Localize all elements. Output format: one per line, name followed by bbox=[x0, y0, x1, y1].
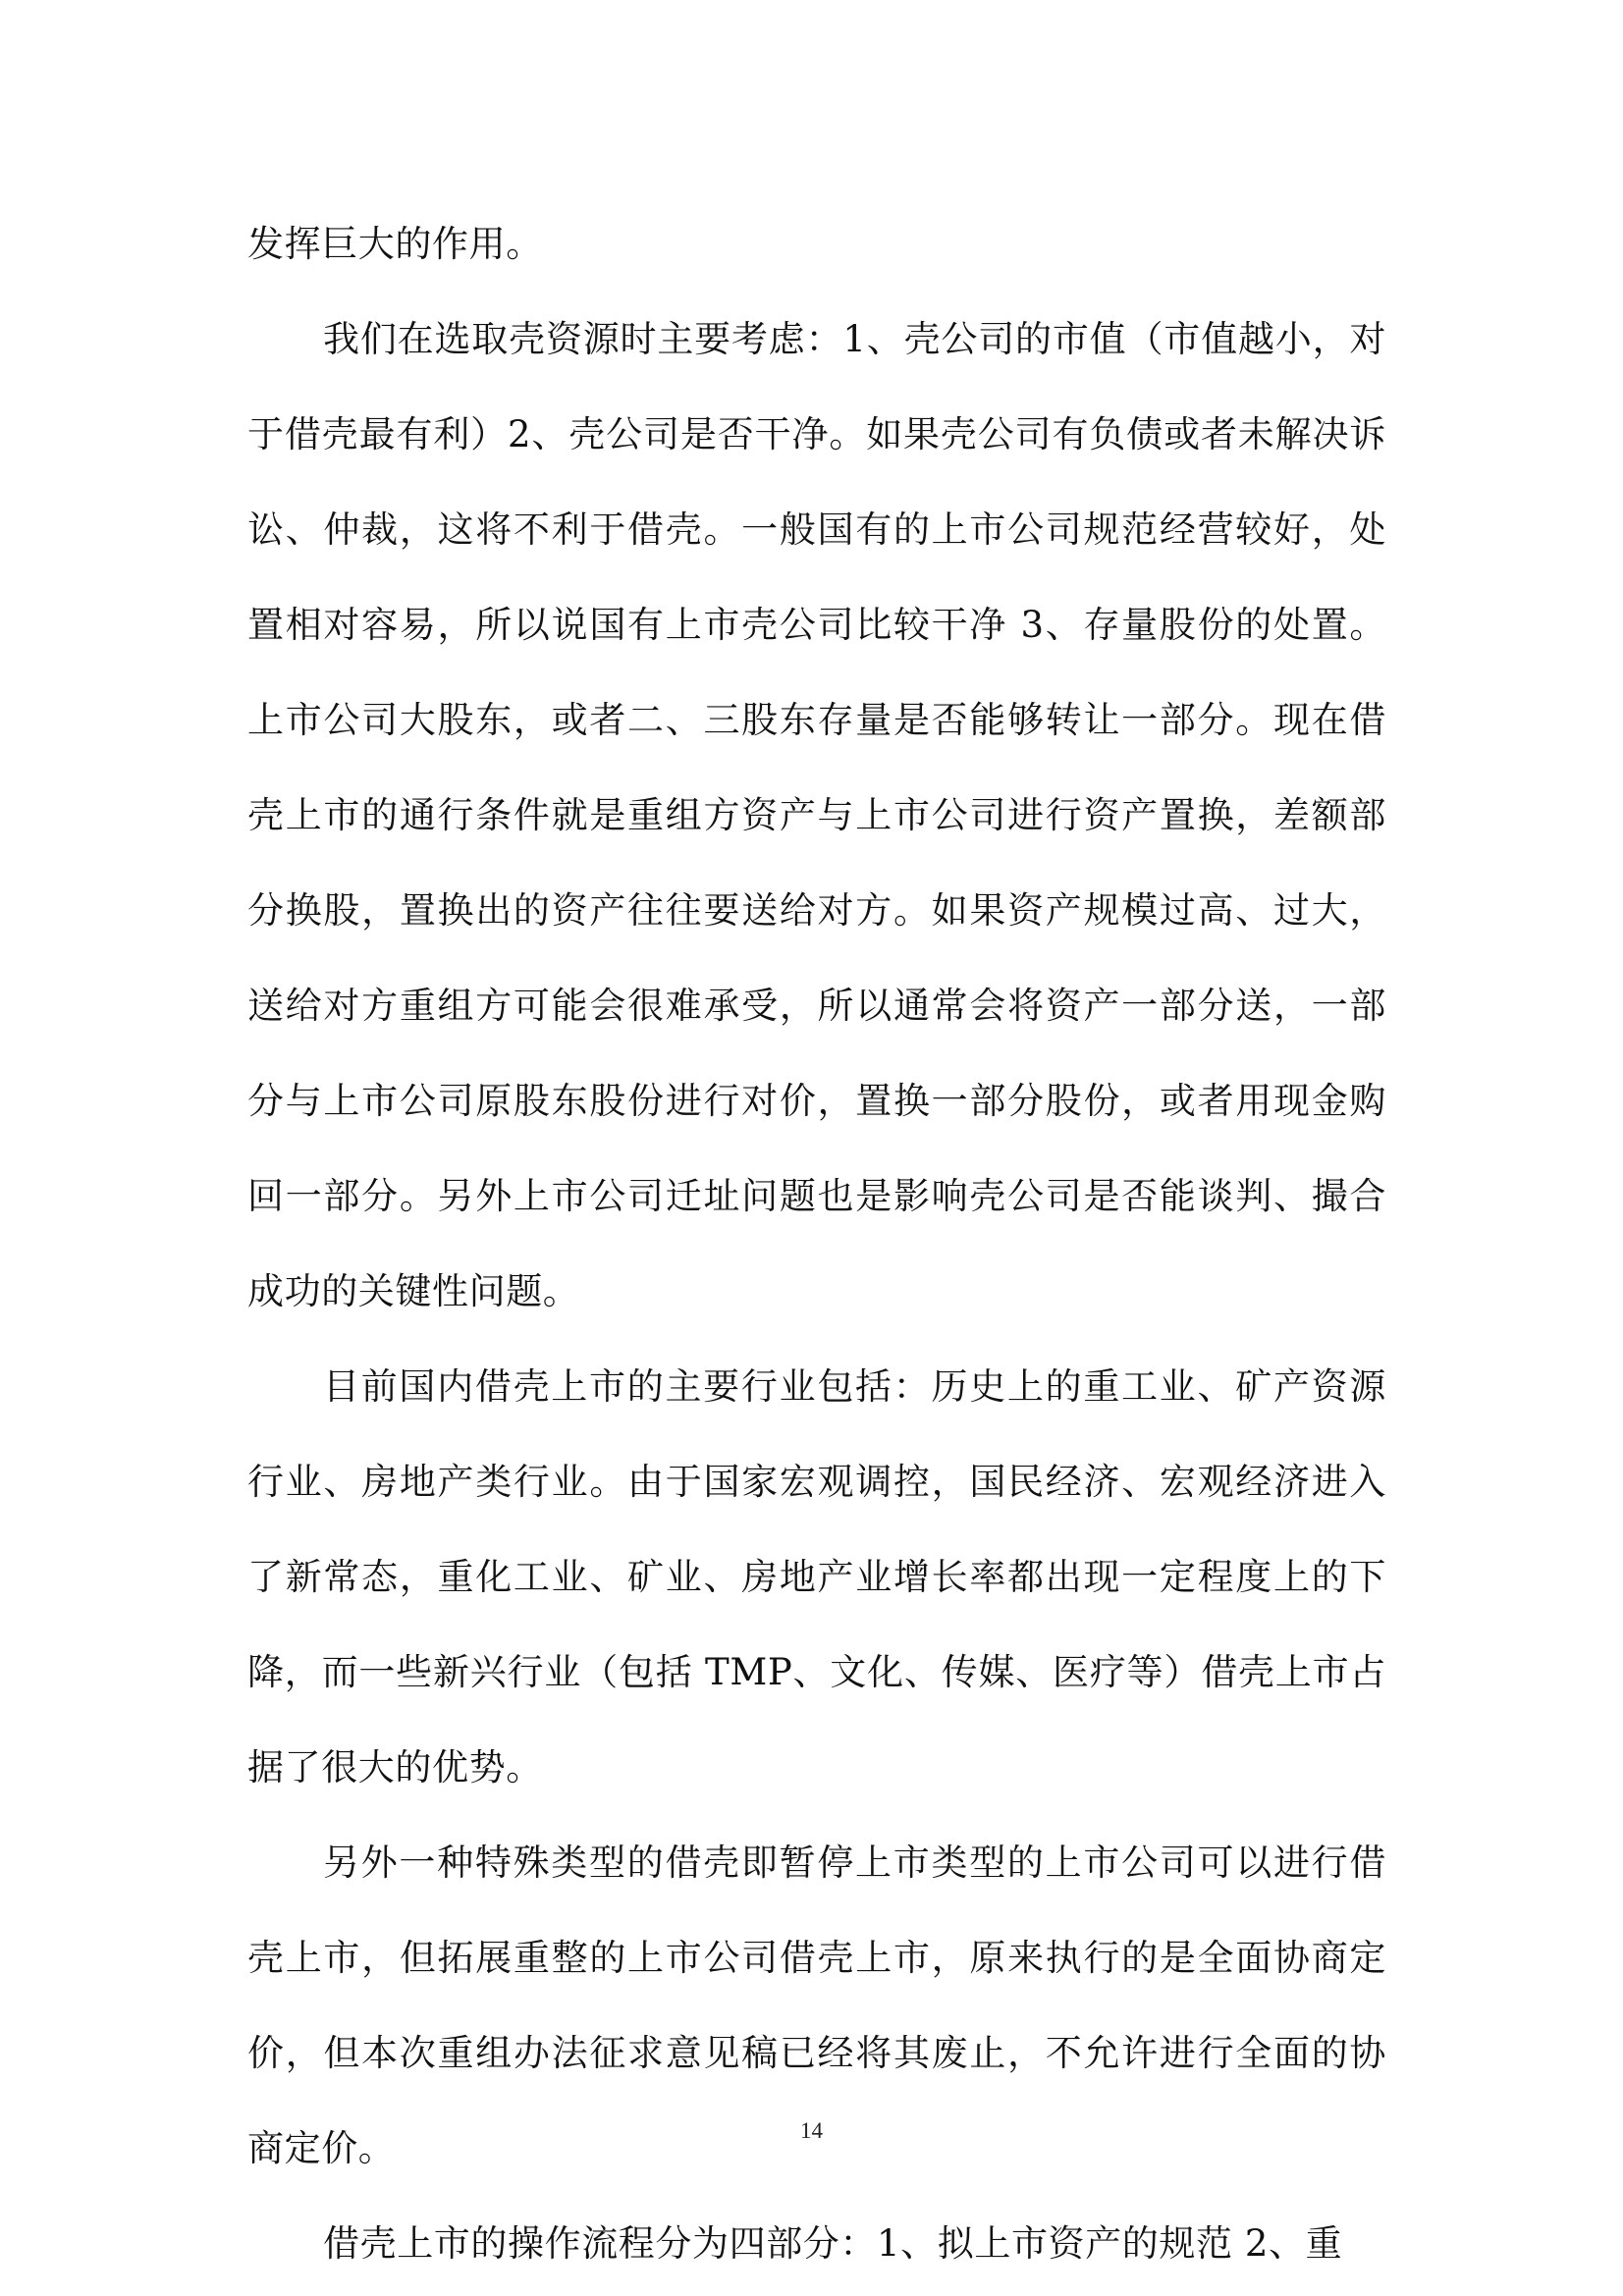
paragraph-continuation: 发挥巨大的作用。 bbox=[247, 223, 543, 265]
page-number: 14 bbox=[800, 2118, 823, 2143]
document-body bbox=[247, 196, 1386, 2291]
paragraph-process: 借壳上市的操作流程分为四部分：1、拟上市资产的规范 2、重 bbox=[323, 2222, 1343, 2265]
paragraph-special-type: 另外一种特殊类型的借壳即暂停上市类型的上市公司可以进行借壳上市，但拓展重整的上市公司借壳上市，原来执行的是全面协商定价，但本次重组办法征求意见稿已经将其废止，不允许进行全面的协商定价。 bbox=[247, 1842, 1386, 2169]
paragraph-industries: 目前国内借壳上市的主要行业包括：历史上的重工业、矿产资源行业、房地产类行业。由于国家宏观调控，国民经济、宏观经济进入了新常态，重化工业、矿业、房地产业增长率都出现一定程度上的下降，而一些新兴行业（包括 TMP、文化、传媒、医疗等）借壳上市占据了很大的优势。 bbox=[247, 1365, 1386, 1789]
paragraph-shell-selection: 我们在选取壳资源时主要考虑：1、壳公司的市值（市值越小，对于借壳最有利）2、壳公司是否干净。如果壳公司有负债或者未解决诉讼、仲裁，这将不利于借壳。一般国有的上市公司规范经营较好，处置相对容易，所以说国有上市壳公司比较干净 3、存量股份的处置。上市公司大股东，或者二、三股东存量是否能够转让一部分。现在借壳上市的通行条件就是重组方资产与上市公司进行资产置换，差额部分换股，置换出的资产往往要送给对方。如果资产规模过高、过大，送给对方重组方可能会很难承受，所以通常会将资产一部分送，一部分与上市公司原股东股份进行对价，置换一部分股份，或者用现金购回一部分。另外上市公司迁址问题也是影响壳公司是否能谈判、撮合成功的关键性问题。 bbox=[247, 318, 1386, 1312]
